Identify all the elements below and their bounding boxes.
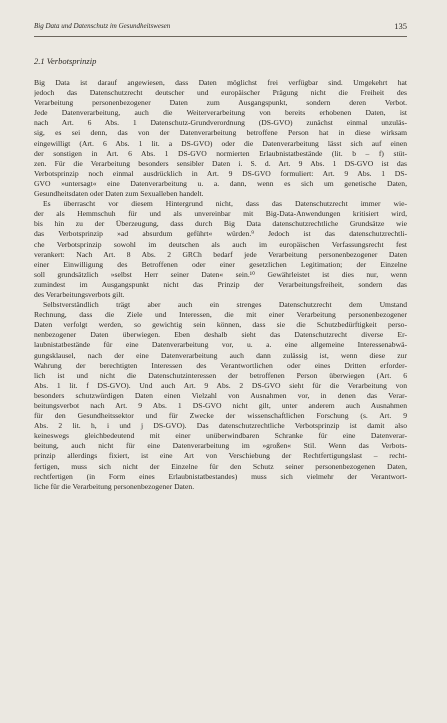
text-line: Rechnung, dass die Ziele und Interessen, die mit einer Verarbeitung personenbezogener	[34, 310, 407, 320]
text-line: rechtfertigen (in Form eines Erlaubnistatbestandes) muss sich vielmehr der Verantwort-	[34, 471, 407, 481]
paragraph	[34, 199, 407, 300]
text-line: Abs. 1 lit. f DS-GVO). Und auch Art. 9 Abs. 2 DS-GVO sieht für die Verarbeitung von	[34, 380, 407, 390]
paragraph	[34, 78, 407, 199]
text-line: eingewilligt (Art. 6 Abs. 1 lit. a DS-GVO) oder die Datenverarbeitung lässt sich auf einen	[34, 138, 407, 148]
text-line: Verarbeitung personenbezogener Daten zum Ausgangspunkt, sondern deren Verbot.	[34, 98, 407, 108]
text-line: Big Data ist darauf angewiesen, dass Daten möglichst frei verfügbar sind. Umgekehrt hat	[34, 78, 407, 87]
body-text	[34, 78, 407, 492]
text-line: Es überrascht vor diesem Hintergrund nicht, dass das Datenschutzrecht immer wie-	[43, 199, 407, 209]
text-line: Abs. 2 lit. h, i und j DS-GVO). Das datenschutzrechtliche Verbotsprinzip ist damit also	[34, 421, 407, 431]
text-line: lich ist und nicht die Datenschutzinteressen der betroffenen Person überwiegen (Art. 6	[34, 370, 407, 380]
text-line: bis hin zu der Überzeugung, dass durch Big Data datenschutzrechtliche Grundsätze wie	[34, 219, 407, 229]
text-line: für den Gesundheitssektor und für Zwecke der wissenschaftlichen Forschung (s. Art. 9	[34, 411, 407, 421]
text-line: gungsklausel, nach der eine Datenverarbeitung auch dann zulässig ist, wenn diese zur	[34, 350, 407, 360]
text-line: Daten verfolgt werden, so gewichtig sein können, dass sie die Schutzbedürftigkeit perso-	[34, 320, 407, 330]
text-line: Wahrung der berechtigten Interessen des Verantwortlichen oder eines Dritten erforder-	[34, 360, 407, 370]
text-line: soll grundsätzlich »selbst Herr seiner Daten« sein.¹⁰ Gewährleistet ist dies nur, wenn	[34, 269, 407, 279]
text-line: Verbotsprinzip noch einmal ausdrücklich in Art. 9 DS-GVO formuliert: Art. 9 Abs. 1 DS-	[34, 168, 407, 178]
running-head	[34, 22, 407, 37]
text-line: laubnistatbestände für eine Datenverarbeitung vor, u. a. eine allgemeine Interessenabwä-	[34, 340, 407, 350]
paragraph	[34, 300, 407, 492]
text-line: der sonstigen in Art. 6 Abs. 1 DS-GVO normierten Erlaubnistatbestände (lit. b – f) stüt-	[34, 148, 407, 158]
text-line: Jede Datenverarbeitung, auch die Weiterverarbeitung von bereits erhobenen Daten, ist	[34, 108, 407, 118]
text-line: liche für die Verarbeitung personenbezogener Daten.	[34, 481, 195, 491]
text-line: Selbstverständlich trägt aber auch ein strenges Datenschutzrecht dem Umstand	[43, 300, 407, 310]
text-line: beitung, auch nicht für eine Datenverarbeitung im »großen« Stil. Wenn das Verbots-	[34, 441, 407, 451]
text-line: beitungsverbot nach Art. 9 Abs. 1 DS-GVO nicht gilt, unter anderem auch Ausnahmen	[34, 401, 407, 410]
text-line: che Verbotsprinzip sowohl im deutschen als auch im europäischen Verfassungsrecht fest	[34, 239, 407, 249]
text-line: einer Einwilligung des Betroffenen oder einer gesetzlichen Legitimation; der Einzelne	[34, 259, 407, 269]
text-line: Gesundheitsdaten oder Daten zum Sexualleben handelt.	[34, 189, 204, 199]
text-line: das Verbotsprinzip »ad absurdum geführt« würden.⁹ Jedoch ist das datenschutzrechtli-	[34, 229, 407, 239]
text-line: besonders schutzwürdigen Daten einen Vielzahl von Ausnahmen vor, in denen das Verar-	[34, 390, 407, 400]
text-line: zen. Für die Verarbeitung besonders sensibler Daten i. S. d. Art. 9 Abs. 1 DS-GVO ist das	[34, 158, 407, 168]
text-line: des Verarbeitungsverbots gilt.	[34, 289, 125, 299]
text-line: prinzip allerdings fixiert, ist eine Art von Verschiebung der Rechtfertigungslast – recht-	[34, 451, 407, 461]
text-line: keineswegs gleichbedeutend mit einer unüberwindbaren Schranke für eine Datenverar-	[34, 431, 407, 441]
text-line: nenbezogener Daten überwiegen. Eben deshalb sieht das Datenschutzrecht diverse Er-	[34, 330, 407, 340]
running-head-title: Big Data und Datenschutz im Gesundheitswesen	[34, 22, 171, 30]
text-line: GVO »untersagt« eine Datenverarbeitung u. a. dann, wenn es sich um genetische Daten,	[34, 178, 407, 188]
text-line: der als Hemmschuh für und als unvereinbar mit Big-Data-Anwendungen kritisiert wird,	[34, 209, 407, 219]
text-line: sig, es sei denn, das von der Datenverarbeitung betroffene Person hat in diese wirksam	[34, 128, 407, 138]
section-heading: 2.1 Verbotsprinzip	[34, 56, 97, 66]
text-line: nach Art. 6 Abs. 1 Datenschutz-Grundverordnung (DS-GVO) zunächst einmal unzuläs-	[34, 118, 407, 128]
text-line: fertigen, muss sich nicht der Einzelne für den Schutz seiner personenbezogenen Daten,	[34, 461, 407, 471]
text-line: zumindest im Ausgangspunkt nicht das Prinzip der Verarbeitungsfreiheit, sondern das	[34, 279, 407, 289]
text-line: jedoch das Datenschutzrecht deutscher und europäischer Prägung nicht die Freiheit des	[34, 88, 407, 98]
text-line: verankert: Nach Art. 8 Abs. 2 GRCh bedarf jede Verarbeitung personenbezogener Daten	[34, 249, 407, 259]
page-number: 135	[394, 21, 407, 31]
